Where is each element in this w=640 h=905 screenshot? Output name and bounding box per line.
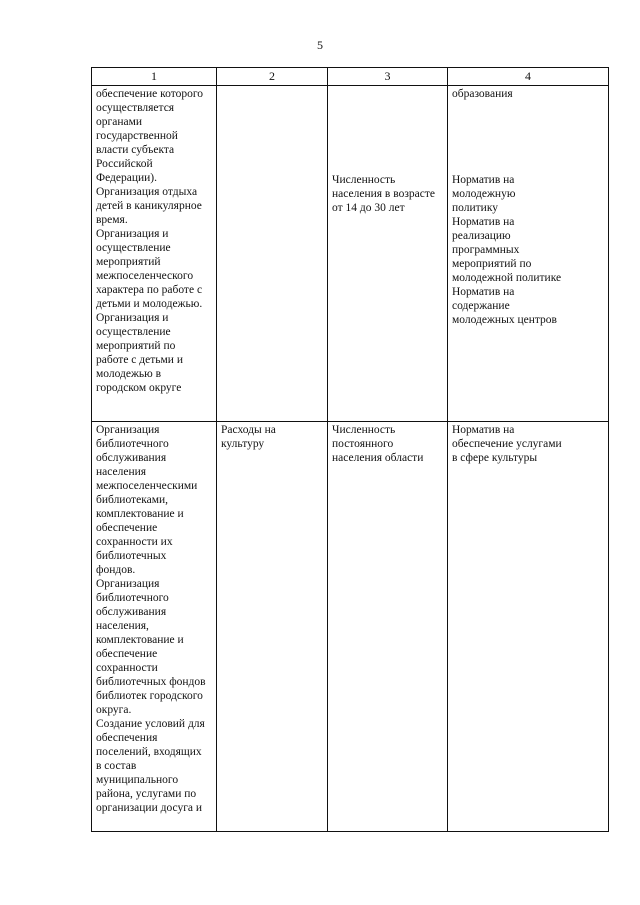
cell-powers bbox=[92, 86, 217, 422]
header-col-2: 2 bbox=[217, 68, 328, 86]
header-col-1: 1 bbox=[92, 68, 217, 86]
cell-text: Расходы на культуру bbox=[221, 424, 276, 451]
page-number: 5 bbox=[317, 38, 323, 52]
allocation-table bbox=[91, 67, 609, 832]
cell-indicator bbox=[328, 422, 448, 832]
cell-powers bbox=[92, 422, 217, 832]
cell-normative bbox=[448, 86, 609, 422]
cell-text: обеспечение которого осуществляется органами государственной власти субъекта Российской Федерации). Организация отдыха детей в каникулярное время. Организация и осуществление мероприятий межпоселенческого характера по работе с детьми и молодежью. Организация и осуществление мероприятий по работе с детьми и молодежью в городском округе bbox=[96, 88, 203, 395]
cell-normative bbox=[448, 422, 609, 832]
table-row-culture bbox=[92, 422, 609, 832]
cell-spacer bbox=[452, 101, 604, 173]
header-col-4: 4 bbox=[448, 68, 609, 86]
header-col-3: 3 bbox=[328, 68, 448, 86]
cell-text: Численность постоянного населения области bbox=[332, 424, 424, 465]
cell-indicator bbox=[328, 86, 448, 422]
cell-text: Норматив на обеспечение услугами в сфере культуры bbox=[452, 424, 562, 465]
cell-text: Организация библиотечного обслуживания населения межпоселенческими библиотеками, комплектование и обеспечение сохранности их библиотечных фондов. Организация библиотечного обслуживания населения, комплектование и обеспечение сохранности библиотечных фондов библиотек городского округа. Создание условий для обеспечения поселений, входящих в состав муниципального района, услугами по организации досуга и bbox=[96, 424, 206, 815]
cell-spacer bbox=[332, 87, 443, 173]
cell-text: Численность населения в возрасте от 14 до 30 лет bbox=[332, 174, 435, 215]
table-row-youth-policy bbox=[92, 86, 609, 422]
cell-text-continued: образования bbox=[452, 88, 513, 100]
cell-expenses bbox=[217, 86, 328, 422]
table-header-row bbox=[92, 68, 609, 86]
cell-text: Норматив на молодежную политику Норматив на реализацию программных мероприятий по молодежной политике Норматив на содержание молодежных центров bbox=[452, 174, 562, 327]
cell-expenses bbox=[217, 422, 328, 832]
